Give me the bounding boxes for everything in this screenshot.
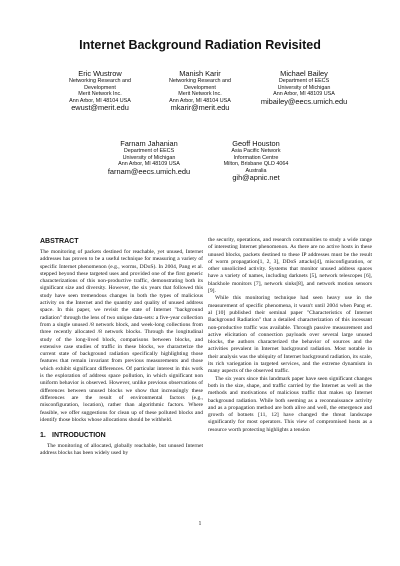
author-affiliation-line: Information Centre	[233, 154, 279, 161]
section-number: 1.	[40, 432, 46, 440]
author-affiliation-line: Department of EECS	[123, 148, 175, 154]
right-column	[208, 237, 372, 434]
author-affiliation-line: Ann Arbor, MI 48109 USA	[118, 161, 180, 168]
author-affiliation-line: Networking Research and	[168, 78, 232, 84]
author-name: Manish Karir	[179, 69, 221, 78]
author-affiliation-line: Milton, Brisbane QLD 4064	[223, 161, 289, 168]
author-email: mkarir@merit.edu	[170, 103, 230, 113]
author-affiliation-line: Ann Arbor, MI 48104 USA	[169, 97, 231, 104]
author-email: farnam@eecs.umich.edu	[107, 166, 191, 176]
author-affiliation-line: Development	[184, 84, 216, 91]
author-block-wustrow	[58, 69, 142, 113]
author-affiliation-line: University of Michigan	[122, 154, 176, 161]
introduction-paragraph: The monitoring of allocated, globally reachable, but unused Internet address blocks has been widely used by	[40, 443, 203, 457]
author-email: ewust@merit.edu	[71, 103, 129, 113]
author-email: gih@apnic.net	[232, 173, 280, 183]
introduction-heading	[40, 431, 203, 440]
author-affiliation-line: University of Michigan	[277, 84, 331, 91]
author-affiliation-line: Ann Arbor, MI 48104 USA	[69, 97, 131, 104]
author-affiliation-line: Ann Arbor, MI 48109 USA	[273, 91, 335, 98]
author-name: Farnam Jahanian	[120, 139, 178, 148]
abstract-text: The monitoring of packets destined for reachable, yet unused, Internet addresses has proven to be a useful technique for measuring a variety of specific Internet phenomenon (e.g., worms, DDoS). In 2004, Pang et al. stepped beyond these targeted uses and provided one of the first generic characterizations of this non-productive traffic, demonstrating both its significant size and diversity. However, the six years that followed this study have seen tremendous changes in both the types of malicious activity on the Internet and the quantity and quality of unused address space. In this paper, we revisit the state of Internet "background radiation" through the lens of two unique data-sets: a five-year collection from a single unused /8 network block, and week-long collections from three recently allocated /8 network blocks. Through the longitudinal study of the long-lived block, comparisons between blocks, and extensive case studies of traffic in these blocks, we characterize the current state of background radiation specifically highlighting those features that remain invariant from previous measurements and those which exhibit significant differences. Of particular interest in this work is the exploration of address space pollution, in which significant non uniform behavior is observed. However, unlike previous observations of differences between unused blocks we show that increasingly these differences are the result of environmental factors (e.g., misconfiguration, location), rather than algorithmic factors. Where feasible, we offer suggestions for clean up of these polluted blocks and identify those blocks whose allocations should be withheld.	[40, 249, 203, 423]
author-block-jahanian	[99, 139, 199, 176]
body-paragraph: the security, operations, and research communities to study a wide range of interesting Internet phenomenon. As there are no active hosts in these unused blocks, packets destined to these IP addresses must be the result of worm propagation[1, 2, 3], DDoS attacks[4], misconfiguration, or other unsolicited activity. Systems that monitor unused address spaces have a variety of names, including darknets [5], network telescopes [6], blackhole monitors [7], network sinks[8], and network motion sensors [9].	[208, 237, 372, 295]
author-affiliation-line: Asia Pacific Network	[231, 148, 281, 154]
author-name: Michael Bailey	[280, 69, 328, 78]
section-title: INTRODUCTION	[52, 432, 106, 440]
body-paragraph: While this monitoring technique had seen heavy use in the measurement of specific phenomena, it wasn't until 2004 when Pang et. al [10] published their seminal paper "Characteristics of Internet Background Radiation" that a detailed characterization of this incessant non-productive traffic was available. Through passive measurement and active elicitation of connection payloads over several large unused blocks, the authors characterized the behavior of sources and the activities prevalent in Internet background radiation. Most notable in their analysis was the ubiquity of Internet background radiation, its scale, its rich variegation in targeted services, and the extreme dynamism in many aspects of the observed traffic.	[208, 295, 372, 375]
author-affiliation-line: Merit Network Inc.	[78, 91, 122, 98]
author-affiliation-line: Networking Research and	[68, 78, 132, 84]
author-block-karir	[158, 69, 242, 113]
author-affiliation-line: Department of EECS	[278, 78, 330, 84]
abstract-heading: ABSTRACT	[40, 238, 79, 245]
author-affiliation-line: Australia	[245, 167, 267, 174]
author-name: Eric Wustrow	[78, 69, 122, 78]
page-number: 1	[198, 521, 202, 527]
author-block-houston	[206, 139, 306, 183]
author-email: mibailey@eecs.umich.edu	[260, 96, 348, 106]
paper-title: Internet Background Radiation Revisited	[79, 38, 321, 52]
author-name: Geoff Houston	[232, 139, 280, 148]
author-affiliation-line: Merit Network Inc.	[178, 91, 222, 98]
left-column	[40, 237, 203, 458]
body-paragraph: The six years since this landmark paper have seen significant changes both in the size, shape, and traffic carried by the Internet as well as the methods and motivations of malicious traffic that makes up Internet background radiation. While both seeming as a reconnaissance activity and as a propagation method are both alive and well, the emergence and growth of botnets [11, 12] have changed the threat landscape significantly for most operators. This view of compromised hosts as a resource worth protecting highlights a tension	[208, 375, 372, 433]
author-block-bailey	[254, 69, 354, 106]
author-affiliation-line: Development	[84, 84, 116, 91]
